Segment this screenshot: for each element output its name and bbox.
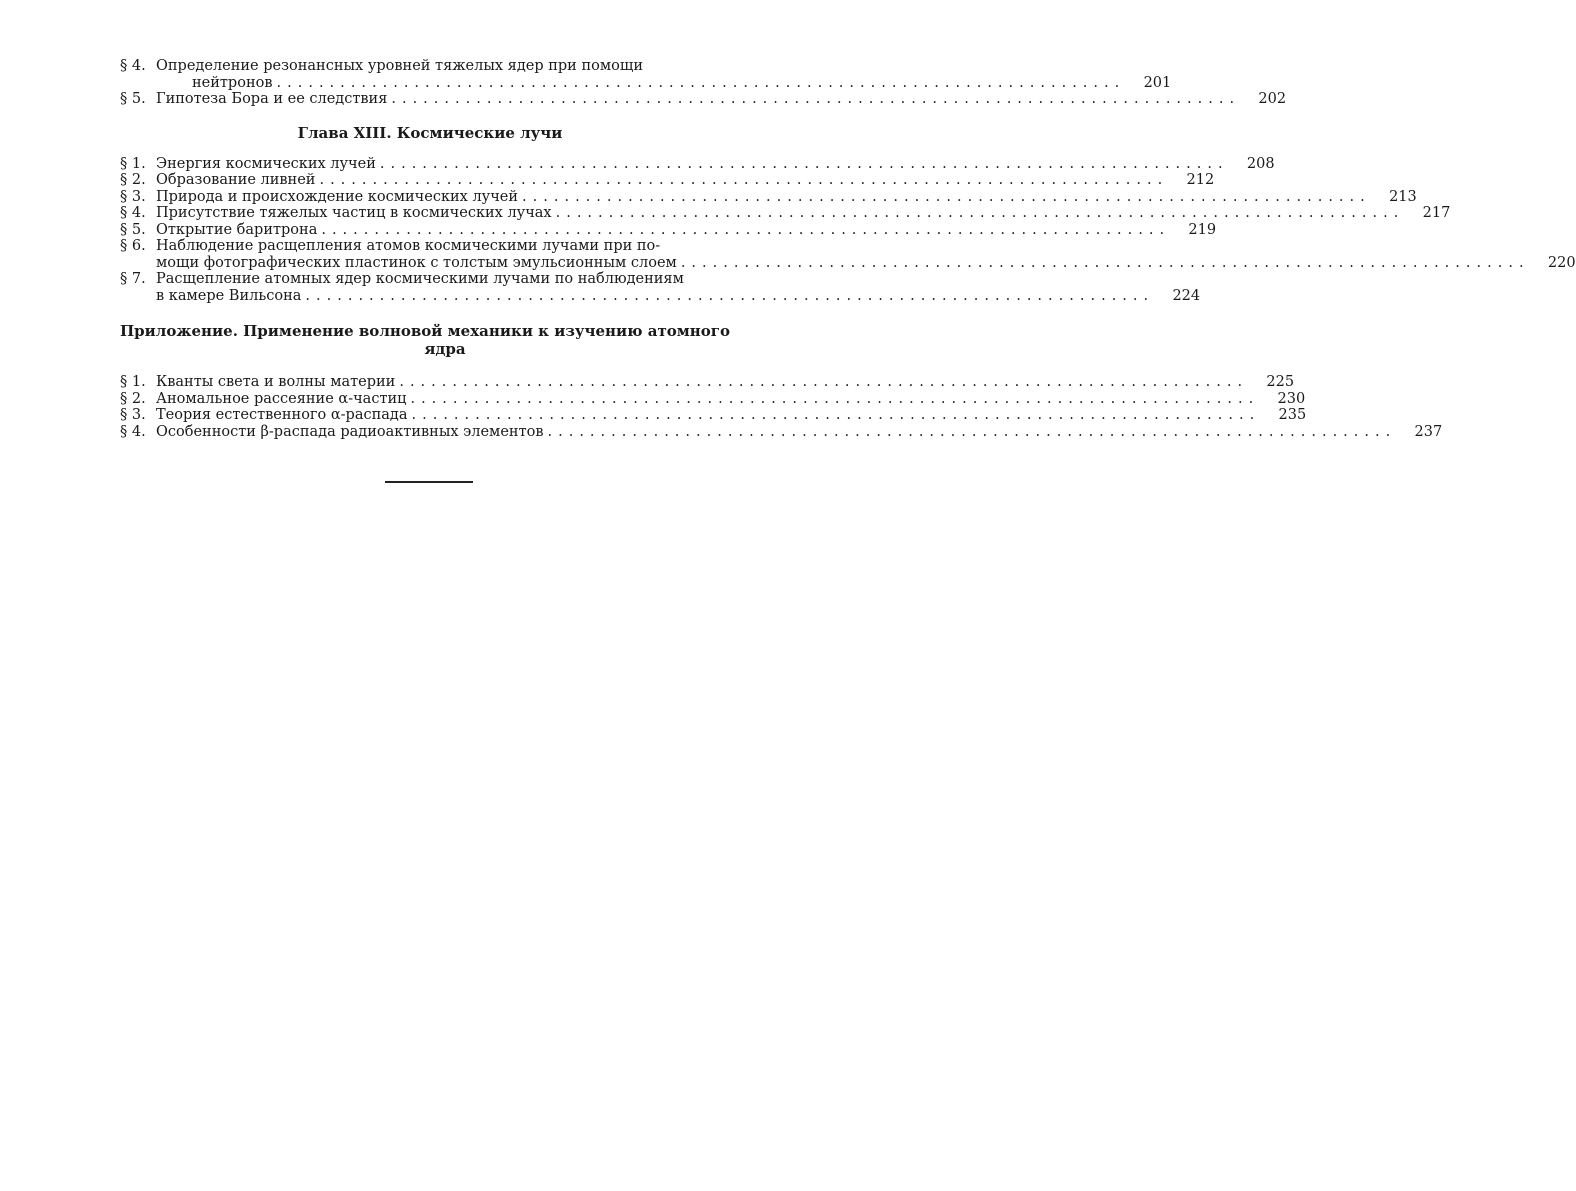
section-number: § 1. [120,374,146,390]
entry-title: Присутствие тяжелых частиц в космических лучах [156,205,552,221]
dot-leader: ................................................................................ [555,205,1405,221]
entry-title-line2: мощи фотографических пластинок с толстым эмульсионным слоем [156,254,677,271]
toc-entry [120,271,1201,304]
entry-title: Особенности β-распада радиоактивных элементов [156,423,544,440]
toc-entry [120,172,1215,189]
section-number: § 5. [120,221,146,238]
dot-leader: ................................................................................ [319,172,1169,188]
section-number: § 1. [120,155,146,172]
page-number: 235 [1278,407,1307,423]
toc-entry [120,155,1275,173]
section-number: § 3. [120,407,146,423]
entry-title-line2: нейтронов [192,74,273,91]
dot-leader: ................................................................................ [379,155,1229,172]
dot-leader: ................................................................................ [522,188,1371,205]
chapter-heading: Глава XIII. Космические лучи [297,123,563,142]
toc-entry [120,188,1417,206]
toc-entry [120,58,1172,91]
section-number: § 2. [120,390,146,407]
dot-leader: ................................................................................ [410,390,1260,407]
entry-title-line1: Расщепление атомных ядер космическими лучами по наблюдениям [156,271,684,287]
entry-title-line1: Определение резонансных уровней тяжелых ядер при помощи [156,58,643,74]
entry-title: Аномальное рассеяние α-частиц [156,390,407,407]
entry-title-line1: Наблюдение расщепления атомов космическими лучами при по- [156,238,661,254]
appendix-heading [120,322,740,358]
entry-title: Теория естественного α-распада [156,407,408,423]
toc-entry [120,205,1451,222]
entry-title: Природа и происхождение космических лучей [156,188,519,205]
appendix-title-line2: ядра [424,340,466,358]
section-number: § 4. [120,205,146,221]
dot-leader: ................................................................................ [411,407,1261,423]
toc-entry [120,407,1307,424]
entry-title: Образование ливней [156,172,316,188]
section-number: § 6. [120,238,146,254]
entry-title-line2: в камере Вильсона [156,287,302,304]
dot-leader: ................................................................................ [276,74,1126,91]
dot-leader: ................................................................................ [321,221,1171,238]
dot-leader: ................................................................................ [305,287,1155,304]
end-rule [385,481,473,483]
entry-title: Кванты света и волны материи [156,374,396,390]
page-number: 208 [1246,155,1275,172]
page-number: 224 [1172,287,1201,304]
section-number: § 4. [120,423,146,440]
page-number: 201 [1143,74,1172,91]
toc-entry [120,221,1217,239]
section-number: § 5. [120,91,146,107]
dot-leader: ................................................................................ [547,423,1397,440]
dot-leader: ................................................................................ [680,254,1530,271]
page-number: 212 [1186,172,1215,188]
table-of-contents [120,58,1576,440]
section-number: § 2. [120,172,146,188]
section-number: § 4. [120,58,146,74]
page-number: 220 [1547,254,1576,271]
page-number: 219 [1188,221,1217,238]
page-number: 202 [1258,91,1287,107]
page-number: 230 [1277,390,1306,407]
entry-title: Открытие баритрона [156,221,318,238]
page-number: 213 [1389,188,1417,205]
dot-leader: ................................................................................ [399,374,1249,390]
section-number: § 7. [120,271,146,287]
toc-entry [120,374,1295,391]
dot-leader: ................................................................................ [391,91,1241,107]
page-number: 225 [1266,374,1295,390]
page-number: 237 [1414,423,1443,440]
toc-entry [120,390,1306,408]
appendix-title-line1: Приложение. Применение волновой механики к изучению атомного [120,322,730,340]
entry-title: Гипотеза Бора и ее следствия [156,91,388,107]
entry-title: Энергия космических лучей [156,155,376,172]
toc-entry [120,238,1576,271]
toc-entry [120,91,1287,108]
toc-entry [120,423,1443,441]
page-number: 217 [1422,205,1451,221]
section-number: § 3. [120,188,146,205]
